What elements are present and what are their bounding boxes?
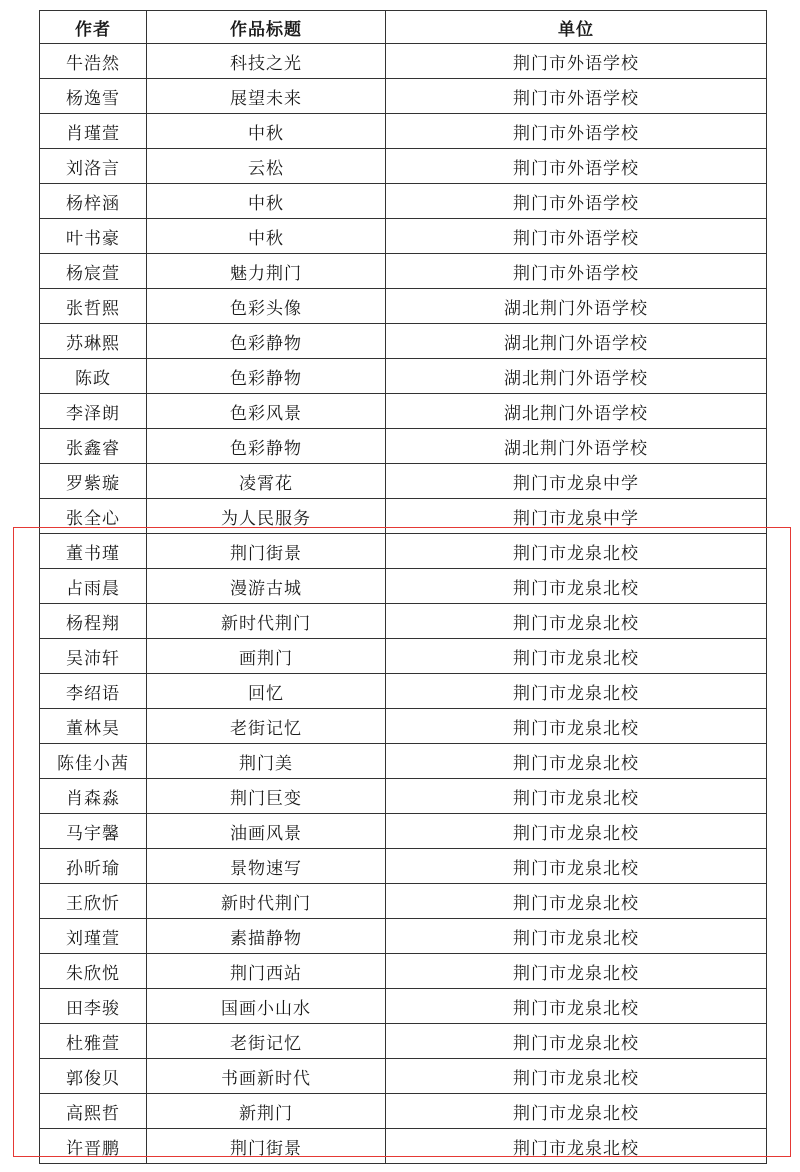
unit-cell: 荆门市外语学校 [386,254,767,289]
unit-cell: 荆门市外语学校 [386,149,767,184]
author-cell: 杨逸雪 [40,79,147,114]
table-row [40,1129,767,1164]
table-row [40,184,767,219]
author-cell: 孙昕瑜 [40,849,147,884]
work-title-cell: 科技之光 [147,44,386,79]
author-cell: 马宇馨 [40,814,147,849]
header-unit: 单位 [386,11,767,44]
unit-cell: 荆门市外语学校 [386,184,767,219]
table-row [40,989,767,1024]
author-cell: 吴沛轩 [40,639,147,674]
author-cell: 张全心 [40,499,147,534]
unit-cell: 湖北荆门外语学校 [386,429,767,464]
author-cell: 李泽朗 [40,394,147,429]
table-row [40,1094,767,1129]
unit-cell: 荆门市龙泉北校 [386,1059,767,1094]
table-row [40,849,767,884]
unit-cell: 荆门市龙泉北校 [386,884,767,919]
author-cell: 董书瑾 [40,534,147,569]
table-row [40,114,767,149]
author-cell: 杨程翔 [40,604,147,639]
work-title-cell: 中秋 [147,184,386,219]
table-header [40,11,767,44]
work-title-cell: 油画风景 [147,814,386,849]
unit-cell: 荆门市龙泉北校 [386,604,767,639]
unit-cell: 荆门市龙泉北校 [386,814,767,849]
author-cell: 董林昊 [40,709,147,744]
unit-cell: 荆门市外语学校 [386,219,767,254]
work-title-cell: 中秋 [147,219,386,254]
work-title-cell: 色彩静物 [147,324,386,359]
unit-cell: 湖北荆门外语学校 [386,394,767,429]
author-cell: 杨宸萱 [40,254,147,289]
unit-cell: 荆门市龙泉北校 [386,989,767,1024]
table-row [40,569,767,604]
unit-cell: 荆门市外语学校 [386,79,767,114]
unit-cell: 荆门市龙泉北校 [386,919,767,954]
unit-cell: 湖北荆门外语学校 [386,359,767,394]
work-title-cell: 魅力荆门 [147,254,386,289]
work-title-cell: 为人民服务 [147,499,386,534]
author-cell: 肖森淼 [40,779,147,814]
work-title-cell: 荆门街景 [147,1129,386,1164]
table-row [40,674,767,709]
work-title-cell: 新时代荆门 [147,884,386,919]
work-title-cell: 新荆门 [147,1094,386,1129]
work-title-cell: 新时代荆门 [147,604,386,639]
unit-cell: 湖北荆门外语学校 [386,289,767,324]
author-cell: 肖瑾萱 [40,114,147,149]
unit-cell: 荆门市龙泉中学 [386,499,767,534]
author-cell: 高熙哲 [40,1094,147,1129]
work-title-cell: 荆门西站 [147,954,386,989]
author-cell: 张鑫睿 [40,429,147,464]
table-row [40,814,767,849]
work-title-cell: 回忆 [147,674,386,709]
author-cell: 苏琳熙 [40,324,147,359]
work-title-cell: 中秋 [147,114,386,149]
author-cell: 陈政 [40,359,147,394]
table-row [40,289,767,324]
work-title-cell: 色彩静物 [147,359,386,394]
header-work-title: 作品标题 [147,11,386,44]
author-cell: 杨梓涵 [40,184,147,219]
author-cell: 杜雅萱 [40,1024,147,1059]
table-row [40,394,767,429]
unit-cell: 荆门市龙泉北校 [386,639,767,674]
table-row [40,1059,767,1094]
work-title-cell: 书画新时代 [147,1059,386,1094]
author-cell: 郭俊贝 [40,1059,147,1094]
work-title-cell: 画荆门 [147,639,386,674]
work-title-cell: 素描静物 [147,919,386,954]
author-cell: 张哲熙 [40,289,147,324]
table-body [40,44,767,1164]
work-title-cell: 老街记忆 [147,1024,386,1059]
unit-cell: 荆门市龙泉北校 [386,1129,767,1164]
table-row [40,954,767,989]
unit-cell: 荆门市龙泉中学 [386,464,767,499]
work-title-cell: 凌霄花 [147,464,386,499]
table-row [40,1024,767,1059]
table-row [40,254,767,289]
author-cell: 王欣忻 [40,884,147,919]
author-cell: 陈佳小茜 [40,744,147,779]
work-title-cell: 荆门巨变 [147,779,386,814]
work-title-cell: 云松 [147,149,386,184]
table-row [40,464,767,499]
table-row [40,639,767,674]
header-row [40,11,767,44]
table-row [40,744,767,779]
table-row [40,779,767,814]
unit-cell: 荆门市龙泉北校 [386,744,767,779]
table-row [40,534,767,569]
author-cell: 田李骏 [40,989,147,1024]
table-row [40,499,767,534]
unit-cell: 荆门市龙泉北校 [386,779,767,814]
unit-cell: 荆门市龙泉北校 [386,1094,767,1129]
unit-cell: 荆门市龙泉北校 [386,569,767,604]
unit-cell: 荆门市龙泉北校 [386,1024,767,1059]
table-row [40,79,767,114]
table-row [40,44,767,79]
author-cell: 刘瑾萱 [40,919,147,954]
author-cell: 朱欣悦 [40,954,147,989]
author-cell: 许晋鹏 [40,1129,147,1164]
unit-cell: 荆门市龙泉北校 [386,849,767,884]
work-title-cell: 景物速写 [147,849,386,884]
work-title-cell: 荆门街景 [147,534,386,569]
work-title-cell: 展望未来 [147,79,386,114]
author-cell: 占雨晨 [40,569,147,604]
unit-cell: 荆门市龙泉北校 [386,674,767,709]
header-author: 作者 [40,11,147,44]
work-title-cell: 色彩风景 [147,394,386,429]
work-title-cell: 色彩头像 [147,289,386,324]
table-row [40,149,767,184]
table-row [40,429,767,464]
table-row [40,359,767,394]
table-row [40,324,767,359]
unit-cell: 荆门市龙泉北校 [386,534,767,569]
author-cell: 罗紫璇 [40,464,147,499]
author-cell: 叶书豪 [40,219,147,254]
unit-cell: 湖北荆门外语学校 [386,324,767,359]
table-row [40,884,767,919]
unit-cell: 荆门市外语学校 [386,44,767,79]
work-title-cell: 国画小山水 [147,989,386,1024]
table-row [40,219,767,254]
unit-cell: 荆门市龙泉北校 [386,709,767,744]
work-title-cell: 漫游古城 [147,569,386,604]
award-list-table [39,10,767,1164]
author-cell: 刘洛言 [40,149,147,184]
work-title-cell: 老街记忆 [147,709,386,744]
table-row [40,919,767,954]
work-title-cell: 荆门美 [147,744,386,779]
author-cell: 李绍语 [40,674,147,709]
unit-cell: 荆门市外语学校 [386,114,767,149]
work-title-cell: 色彩静物 [147,429,386,464]
unit-cell: 荆门市龙泉北校 [386,954,767,989]
author-cell: 牛浩然 [40,44,147,79]
table-row [40,604,767,639]
table-row [40,709,767,744]
